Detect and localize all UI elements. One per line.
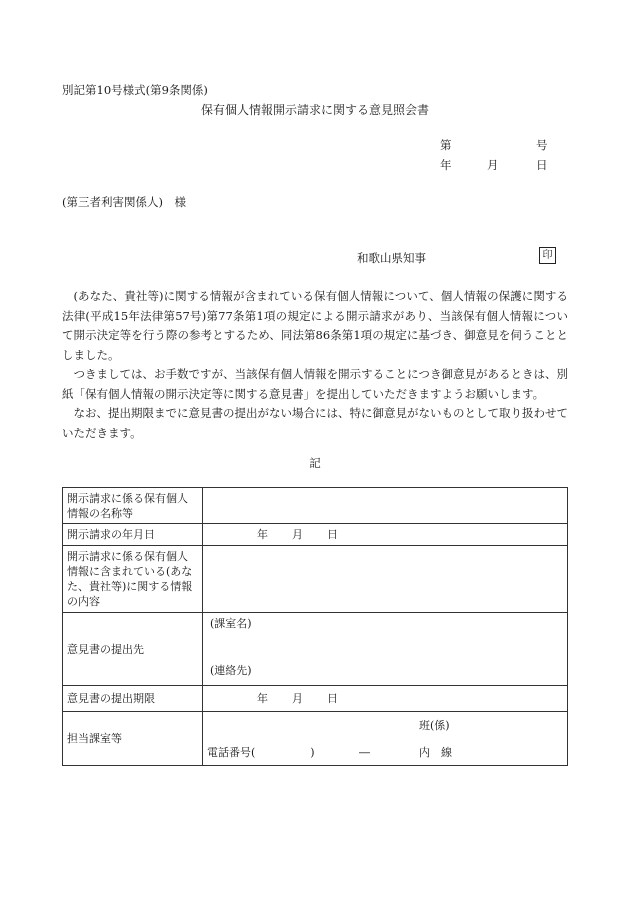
document-title: 保有個人情報開示請求に関する意見照会書	[200, 103, 429, 117]
date-month: 月	[487, 158, 499, 172]
row-label-info-content: 開示請求に係る保有個人情報に含まれている(あなた、貴社等)に関する情報の内容	[63, 546, 203, 613]
office-phone: 電話番号( )	[207, 746, 315, 759]
info-table	[62, 487, 568, 766]
deadline-day: 日	[327, 692, 338, 705]
row-value-info-content	[203, 546, 568, 613]
number-suffix: 号	[536, 138, 548, 152]
row-label-submit-to: 意見書の提出先	[63, 613, 203, 686]
body-paragraph-1: (あなた、貴社等)に関する情報が含まれている保有個人情報について、個人情報の保護に関する法律(平成15年法律第57号)第77条第1項の規定による開示請求があり、当該保有個人情報について開示決定等を行う際の参考とするため、同法第86条第1項の規定に基づき、御意見を伺うこととしました。	[62, 289, 568, 362]
number-prefix: 第	[440, 138, 452, 152]
row-value-deadline	[203, 686, 568, 712]
submit-dept-label: (課室名)	[210, 617, 252, 630]
row-label-deadline: 意見書の提出期限	[63, 686, 203, 712]
date-year: 年	[440, 158, 452, 172]
deadline-year: 年	[257, 692, 268, 705]
section-marker: 記	[309, 456, 321, 470]
sender-name: 和歌山県知事	[357, 251, 426, 265]
body-paragraph-3: なお、提出期限までに意見書の提出がない場合には、特に御意見がないものとして取り扱わせていただきます。	[62, 406, 568, 440]
deadline-month: 月	[292, 692, 303, 705]
office-extension: 内 線	[419, 746, 452, 759]
body-text	[62, 287, 568, 443]
req-date-year: 年	[257, 528, 268, 541]
table-row	[63, 613, 568, 686]
row-label-office: 担当課室等	[63, 712, 203, 766]
req-date-month: 月	[292, 528, 303, 541]
office-section: 班(係)	[419, 719, 450, 732]
addressee: (第三者利害関係人) 様	[62, 195, 186, 209]
row-value-info-name	[203, 488, 568, 524]
table-row	[63, 712, 568, 766]
table-row	[63, 686, 568, 712]
table-row	[63, 546, 568, 613]
form-identifier: 別記第10号様式(第9条関係)	[62, 83, 208, 97]
body-paragraph-2: つきましては、お手数ですが、当該保有個人情報を開示することにつき御意見があるときは、別紙「保有個人情報の開示決定等に関する意見書」を提出していただきますようお願いします。	[62, 367, 568, 401]
seal-stamp: 印	[539, 247, 556, 264]
submit-contact-label: (連絡先)	[210, 664, 252, 677]
row-label-info-name: 開示請求に係る保有個人情報の名称等	[63, 488, 203, 524]
row-label-request-date: 開示請求の年月日	[63, 524, 203, 546]
table-row	[63, 524, 568, 546]
row-value-office	[203, 712, 568, 766]
office-dash: ―	[359, 746, 370, 759]
date-day: 日	[536, 158, 548, 172]
row-value-submit-to	[203, 613, 568, 686]
table-row	[63, 488, 568, 524]
req-date-day: 日	[327, 528, 338, 541]
row-value-request-date	[203, 524, 568, 546]
